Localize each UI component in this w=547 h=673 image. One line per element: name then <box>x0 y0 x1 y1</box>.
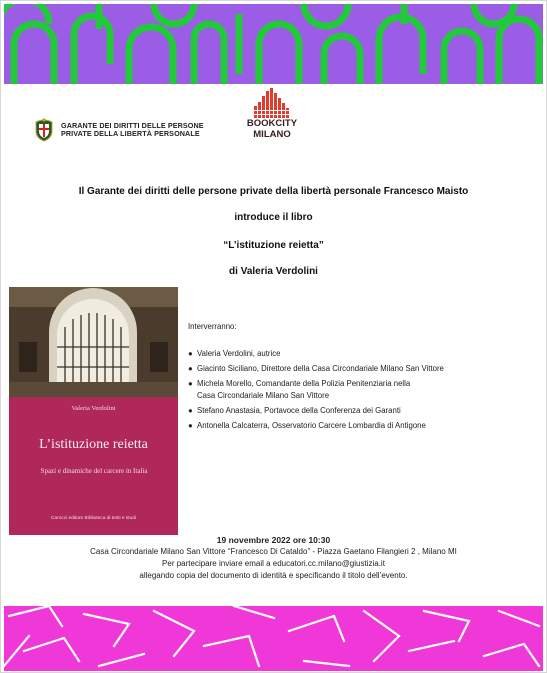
event-info <box>0 534 547 582</box>
book-subtitle: Spazi e dinamiche del carcere in Italia <box>40 467 148 475</box>
bullet-icon: ● <box>188 421 193 430</box>
milan-coat-of-arms-icon <box>33 118 55 142</box>
speakers-heading: Interverranno: <box>188 322 237 331</box>
bullet-icon: ● <box>188 349 193 358</box>
event-date: 19 novembre 2022 ore 10:30 <box>216 535 331 545</box>
list-item <box>188 405 538 417</box>
list-item <box>188 363 538 375</box>
garante-line-1: GARANTE DEI DIRITTI DELLE PERSONE <box>61 120 204 130</box>
speakers-list <box>188 348 538 432</box>
bookcity-skyline-icon <box>252 88 292 118</box>
book-author: Valeria Verdolini <box>71 405 116 412</box>
speaker-text: Michela Morello, Comandante della Polizia Penitenziaria nella <box>197 379 411 388</box>
book-title: L’istituzione reietta <box>39 437 148 452</box>
speaker-text: Giacinto Siciliano, Direttore della Casa Circondariale Milano San Vittore <box>197 364 444 373</box>
prison-corridor-photo <box>9 287 178 397</box>
bookcity-name-line-1: BOOKCITY <box>246 118 298 129</box>
book-publisher: Carocci editore Biblioteca di testi e studi <box>50 516 137 521</box>
garante-logo <box>33 118 204 142</box>
speaker-text: Stefano Anastasia, Portavoce della Conferenza dei Garanti <box>197 406 401 415</box>
bullet-icon: ● <box>188 379 193 388</box>
top-decorative-banner <box>4 4 543 84</box>
headline-author: di Valeria Verdolini <box>229 266 318 277</box>
book-cover-image <box>9 287 178 535</box>
bullet-icon: ● <box>188 406 193 415</box>
headline-introduce: introduce il libro <box>234 212 313 223</box>
event-registration: Per partecipare inviare email a educatori.cc.milano@giustizia.it <box>162 559 385 568</box>
speaker-text-continued: Casa Circondariale Milano San Vittore <box>197 391 330 400</box>
bookcity-name-line-2: MILANO <box>253 129 291 140</box>
list-item <box>188 348 538 360</box>
event-note: allegando copia del documento di identità e specificando il titolo dell’evento. <box>139 571 408 580</box>
garante-line-2: PRIVATE DELLA LIBERTÀ PERSONALE <box>61 129 200 138</box>
bullet-icon: ● <box>188 364 193 373</box>
headline-book-title: “L’istituzione reietta” <box>223 240 324 251</box>
headline-garante: Il Garante dei diritti delle persone private della libertà personale Francesco Maisto <box>78 186 469 197</box>
event-venue: Casa Circondariale Milano San Vittore “Francesco Di Cataldo” - Piazza Gaetano Filangieri 2 , Milano MI <box>90 547 457 556</box>
bookcity-logo <box>240 88 304 140</box>
speaker-text: Antonella Calcaterra, Osservatorio Carcere Lombardia di Antigone <box>197 421 426 430</box>
bottom-decorative-banner <box>4 606 543 671</box>
list-item <box>188 378 538 402</box>
speaker-text: Valeria Verdolini, autrice <box>197 349 281 358</box>
list-item <box>188 420 538 432</box>
speakers-section <box>188 322 538 435</box>
